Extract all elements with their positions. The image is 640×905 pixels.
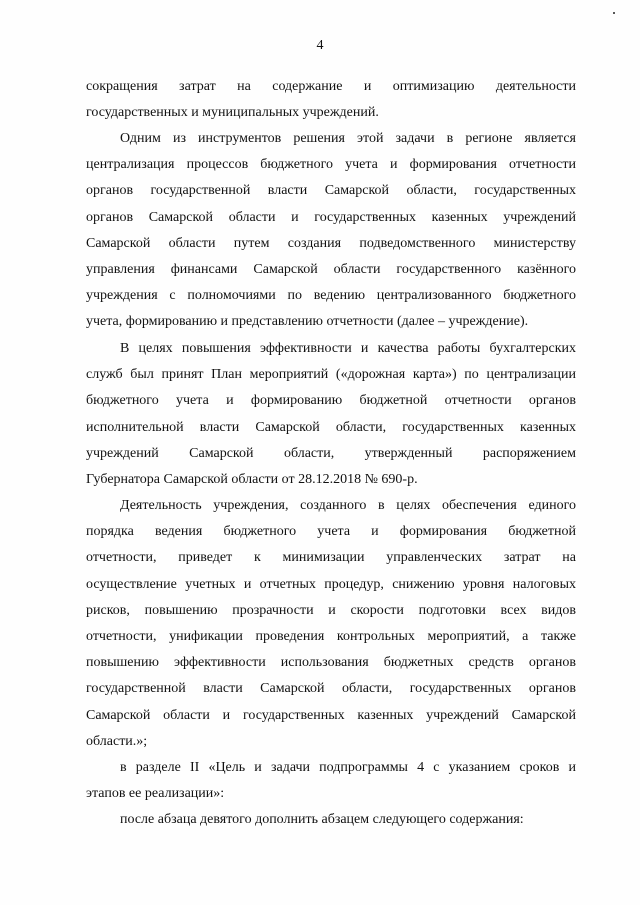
- text-line: в разделе II «Цель и задачи подпрограммы 4 с указанием сроков и: [120, 760, 576, 775]
- text-line: Деятельность учреждения, созданного в целях обеспечения единого: [120, 498, 576, 513]
- paragraph-4: [86, 493, 576, 755]
- text-line: учреждения с полномочиями по ведению централизованного бюджетного: [86, 288, 576, 304]
- text-line: государственных и муниципальных учреждений.: [86, 105, 379, 121]
- text-line: бюджетного учета и формированию бюджетной отчетности органов: [86, 393, 576, 409]
- text-line: государственной власти Самарской области, государственных органов: [86, 681, 576, 697]
- text-line: отчетности, приведет к минимизации управленческих затрат на: [86, 550, 576, 566]
- text-line: Одним из инструментов решения этой задачи в регионе является: [120, 131, 576, 146]
- text-line: учета, формированию и представлению отчетности (далее – учреждение).: [86, 314, 529, 330]
- paragraph-3: [86, 336, 576, 493]
- text-line: централизация процессов бюджетного учета и формирования отчетности: [86, 157, 576, 173]
- paragraph-2: [86, 126, 576, 336]
- text-line: рисков, повышению прозрачности и скорости подготовки всех видов: [86, 602, 576, 618]
- paragraph-5: [86, 755, 576, 807]
- text-line: учреждений Самарской области, утвержденный распоряжением: [86, 445, 576, 461]
- text-line: после абзаца девятого дополнить абзацем следующего содержания:: [120, 812, 524, 827]
- text-line: порядка ведения бюджетного учета и формирования бюджетной: [86, 524, 576, 540]
- text-line: В целях повышения эффективности и качества работы бухгалтерских: [120, 341, 576, 356]
- text-line: органов государственной власти Самарской области, государственных: [86, 183, 576, 199]
- text-line: сокращения затрат на содержание и оптимизацию деятельности: [86, 79, 576, 94]
- text-line: Самарской области и государственных казенных учреждений Самарской: [86, 707, 576, 723]
- text-line: Самарской области путем создания подведомственного министерству: [86, 235, 576, 251]
- text-line: органов Самарской области и государственных казенных учреждений: [86, 209, 576, 225]
- text-line: служб был принят План мероприятий («дорожная карта») по централизации: [86, 367, 576, 383]
- scan-speck: [613, 12, 615, 14]
- text-line: управления финансами Самарской области государственного казённого: [86, 262, 576, 278]
- text-line: Губернатора Самарской области от 28.12.2018 № 690-р.: [86, 472, 418, 488]
- page-number: 4: [316, 38, 324, 53]
- text-line: осуществление учетных и отчетных процедур, снижению уровня налоговых: [86, 576, 576, 592]
- text-line: области.»;: [86, 733, 148, 749]
- paragraph-1: [86, 74, 576, 126]
- paragraph-6: [86, 807, 576, 833]
- text-line: отчетности, унификации проведения контрольных мероприятий, а также: [86, 629, 576, 645]
- text-line: этапов ее реализации»:: [86, 786, 225, 802]
- text-line: исполнительной власти Самарской области, государственных казенных: [86, 419, 576, 435]
- text-line: повышению эффективности использования бюджетных средств органов: [86, 655, 576, 671]
